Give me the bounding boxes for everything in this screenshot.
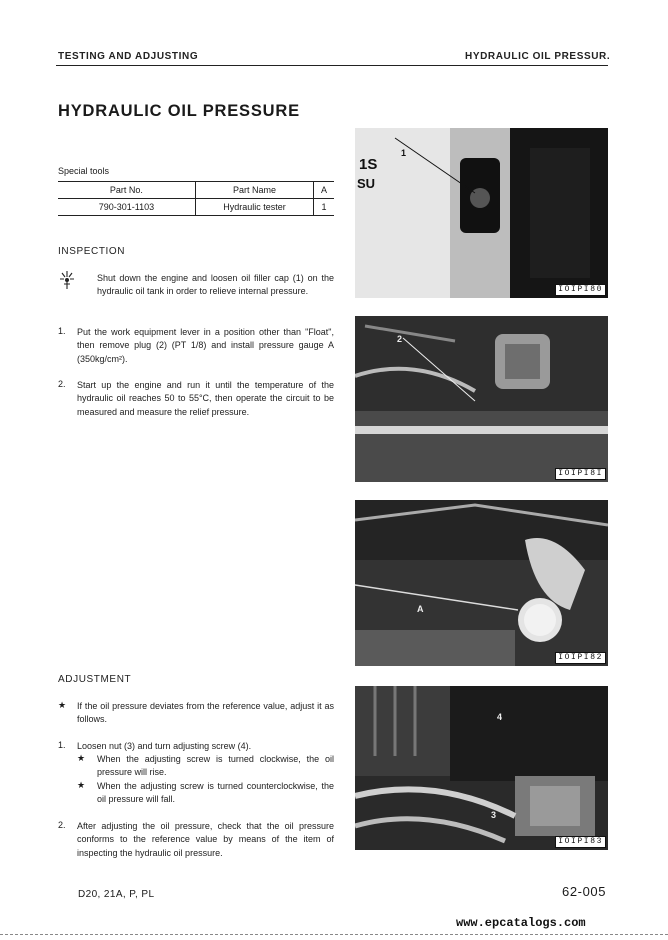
photo1-overlay-1s: 1S [359, 156, 378, 173]
cell-part-name: Hydraulic tester [195, 199, 313, 216]
page-number: 62-005 [562, 884, 607, 899]
bottom-divider [0, 934, 668, 935]
photo2-callout-2: 2 [397, 334, 403, 344]
photo3-code: IOIPI82 [555, 652, 606, 664]
special-tools-label: Special tools [58, 166, 110, 176]
page-title: HYDRAULIC OIL PRESSURE [58, 102, 300, 120]
photo4-callout-3: 3 [491, 810, 497, 820]
adjustment-heading: ADJUSTMENT [58, 674, 132, 685]
adjustment-note: If the oil pressure deviates from the reference value, adjust it as follows. [77, 701, 334, 725]
note-star: ★ [58, 700, 67, 710]
caution-text: Shut down the engine and loosen oil filler cap (1) on the hydraulic oil tank in order to relieve internal pressure. [97, 273, 334, 297]
cell-qty: 1 [314, 199, 334, 216]
photo4-callout-4: 4 [497, 712, 503, 722]
photo3-callout-a: A [417, 604, 424, 614]
adjustment-sub-1: When the adjusting screw is turned clockwise, the oil pressure will rise. [97, 754, 334, 778]
inspection-step-2: Start up the engine and run it until the temperature of the hydraulic oil reaches 50 to 55°C, then operate the circuit to be measured and measure the relief pressure. [77, 380, 334, 417]
photo-oil-filler-cap [355, 128, 608, 298]
header-rule [56, 65, 608, 66]
photo4-code: IOIPI83 [555, 836, 606, 848]
header-left: TESTING AND ADJUSTING [58, 51, 199, 62]
photo1-callout-1: 1 [401, 148, 407, 158]
watermark-link[interactable]: www.epcatalogs.com [456, 916, 586, 930]
table-header-row [58, 182, 334, 199]
photo-pressure-gauge [355, 500, 608, 666]
adjustment-step-2-num: 2. [58, 820, 66, 830]
col-part-name: Part Name [195, 182, 313, 199]
special-tools-table [58, 181, 334, 216]
caution-icon [58, 270, 76, 290]
sub-star-1: ★ [77, 753, 86, 763]
inspection-heading: INSPECTION [58, 246, 126, 257]
inspection-step-2-num: 2. [58, 379, 66, 389]
photo1-code: IOIPI80 [555, 284, 606, 296]
adjustment-step-1-num: 1. [58, 740, 66, 750]
inspection-step-1: Put the work equipment lever in a position other than "Float", then remove plug (2) (PT 1/8) and install pressure gauge A (350kg/cm²). [77, 327, 334, 364]
adjustment-step-2: After adjusting the oil pressure, check that the oil pressure conforms to the reference value by means of the item of inspecting the hydraulic oil pressure. [77, 821, 334, 858]
photo-relief-valve [355, 686, 608, 850]
adjustment-step-1: Loosen nut (3) and turn adjusting screw (4). [77, 741, 252, 751]
inspection-step-1-num: 1. [58, 326, 66, 336]
photo1-overlay-su: SU [357, 176, 376, 191]
photo-plug-location [355, 316, 608, 482]
header-right: HYDRAULIC OIL PRESSUR. [465, 51, 611, 62]
photo2-code: IOIPI8I [555, 468, 606, 480]
table-row [58, 199, 334, 216]
footer-model: D20, 21A, P, PL [78, 889, 155, 900]
cell-part-no: 790-301-1103 [58, 199, 195, 216]
adjustment-sub-2: When the adjusting screw is turned counterclockwise, the oil pressure will fall. [97, 781, 334, 805]
col-a: A [314, 182, 334, 199]
col-part-no: Part No. [58, 182, 195, 199]
sub-star-2: ★ [77, 780, 86, 790]
